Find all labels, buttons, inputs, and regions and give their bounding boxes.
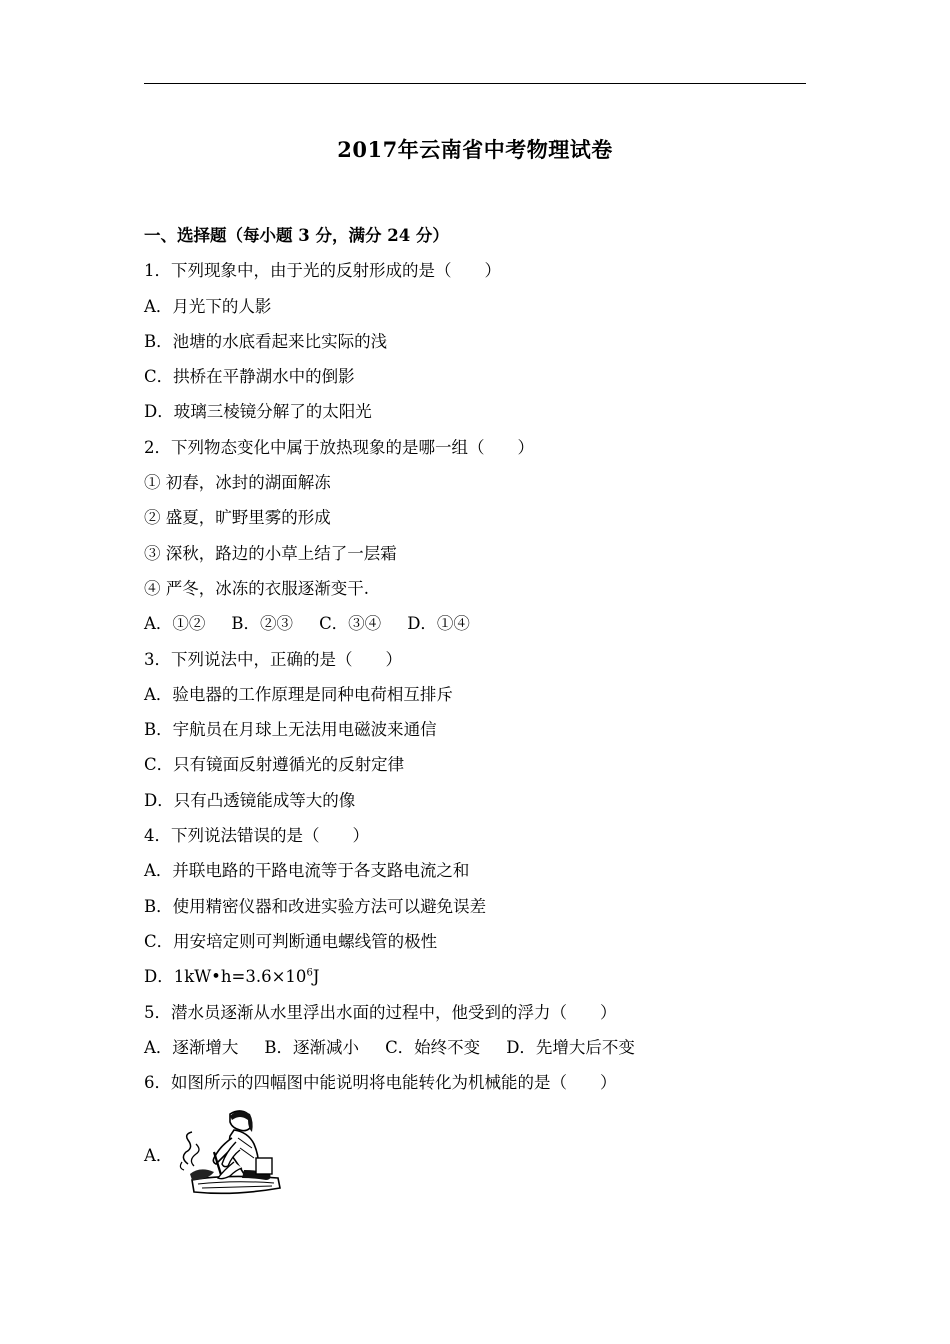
q4-stem: 4．下列说法错误的是（ ） [144, 826, 369, 846]
q5-option-d: D．先增大后不变 [506, 1037, 635, 1057]
q5-options [144, 1030, 814, 1065]
q2-item-4: ④ 严冬，冰冻的衣服逐渐变干. [144, 578, 369, 598]
q2-option-d: D．①④ [407, 614, 470, 634]
section-heading: 一、选择题（每小题 3 分，满分 24 分） [144, 226, 449, 245]
q6-figure-a-label: A． [144, 1146, 173, 1165]
q6-stem: 6．如图所示的四幅图中能说明将电能转化为机械能的是（ ） [144, 1073, 617, 1093]
q3-option-c: C．只有镜面反射遵循光的反射定律 [144, 755, 405, 775]
q4-option-d-suffix: J [312, 967, 320, 987]
q4-option-d-exponent: 6 [306, 967, 313, 979]
q1-option-d: D．玻璃三棱镜分解了的太阳光 [144, 402, 372, 422]
q2-item-2: ② 盛夏，旷野里雾的形成 [144, 508, 331, 528]
q4-option-c: C．用安培定则可判断通电螺线管的极性 [144, 931, 438, 951]
q1-option-b: B．池塘的水底看起来比实际的浅 [144, 331, 388, 351]
q4-option-d [144, 959, 814, 994]
exam-content [144, 218, 814, 1100]
q1-option-a: A．月光下的人影 [144, 296, 272, 316]
q3-option-b: B．宇航员在月球上无法用电磁波来通信 [144, 720, 437, 740]
q5-option-a: A．逐渐增大 [144, 1037, 239, 1057]
q2-stem: 2．下列物态变化中属于放热现象的是哪一组（ ） [144, 437, 534, 457]
q5-option-c: C．始终不变 [385, 1037, 481, 1057]
q2-option-b: B．②③ [231, 614, 294, 634]
person-rubbing-sticks-fire-illustration-icon [174, 1108, 286, 1203]
q2-options [144, 606, 814, 641]
q4-option-b: B．使用精密仪器和改进实验方法可以避免误差 [144, 896, 487, 916]
header-rule [144, 83, 806, 84]
q1-option-c: C．拱桥在平静湖水中的倒影 [144, 367, 355, 387]
q5-stem: 5．潜水员逐渐从水里浮出水面的过程中，他受到的浮力（ ） [144, 1002, 617, 1022]
q2-option-c: C．③④ [319, 614, 382, 634]
q5-option-b: B．逐渐减小 [264, 1037, 360, 1057]
q2-item-1: ① 初春，冰封的湖面解冻 [144, 473, 331, 493]
q3-stem: 3．下列说法中，正确的是（ ） [144, 649, 402, 669]
exam-title: 2017年云南省中考物理试卷 [337, 137, 613, 162]
q2-item-3: ③ 深秋，路边的小草上结了一层霜 [144, 543, 397, 563]
q1-stem: 1．下列现象中，由于光的反射形成的是（ ） [144, 261, 501, 281]
q2-option-a: A．①② [144, 614, 206, 634]
q3-option-d: D．只有凸透镜能成等大的像 [144, 790, 356, 810]
q6-figure-a [144, 1108, 344, 1203]
q3-option-a: A．验电器的工作原理是同种电荷相互排斥 [144, 684, 453, 704]
q4-option-d-prefix: D．1kW•h=3.6×10 [144, 967, 307, 987]
q4-option-a: A．并联电路的干路电流等于各支路电流之和 [144, 861, 470, 881]
